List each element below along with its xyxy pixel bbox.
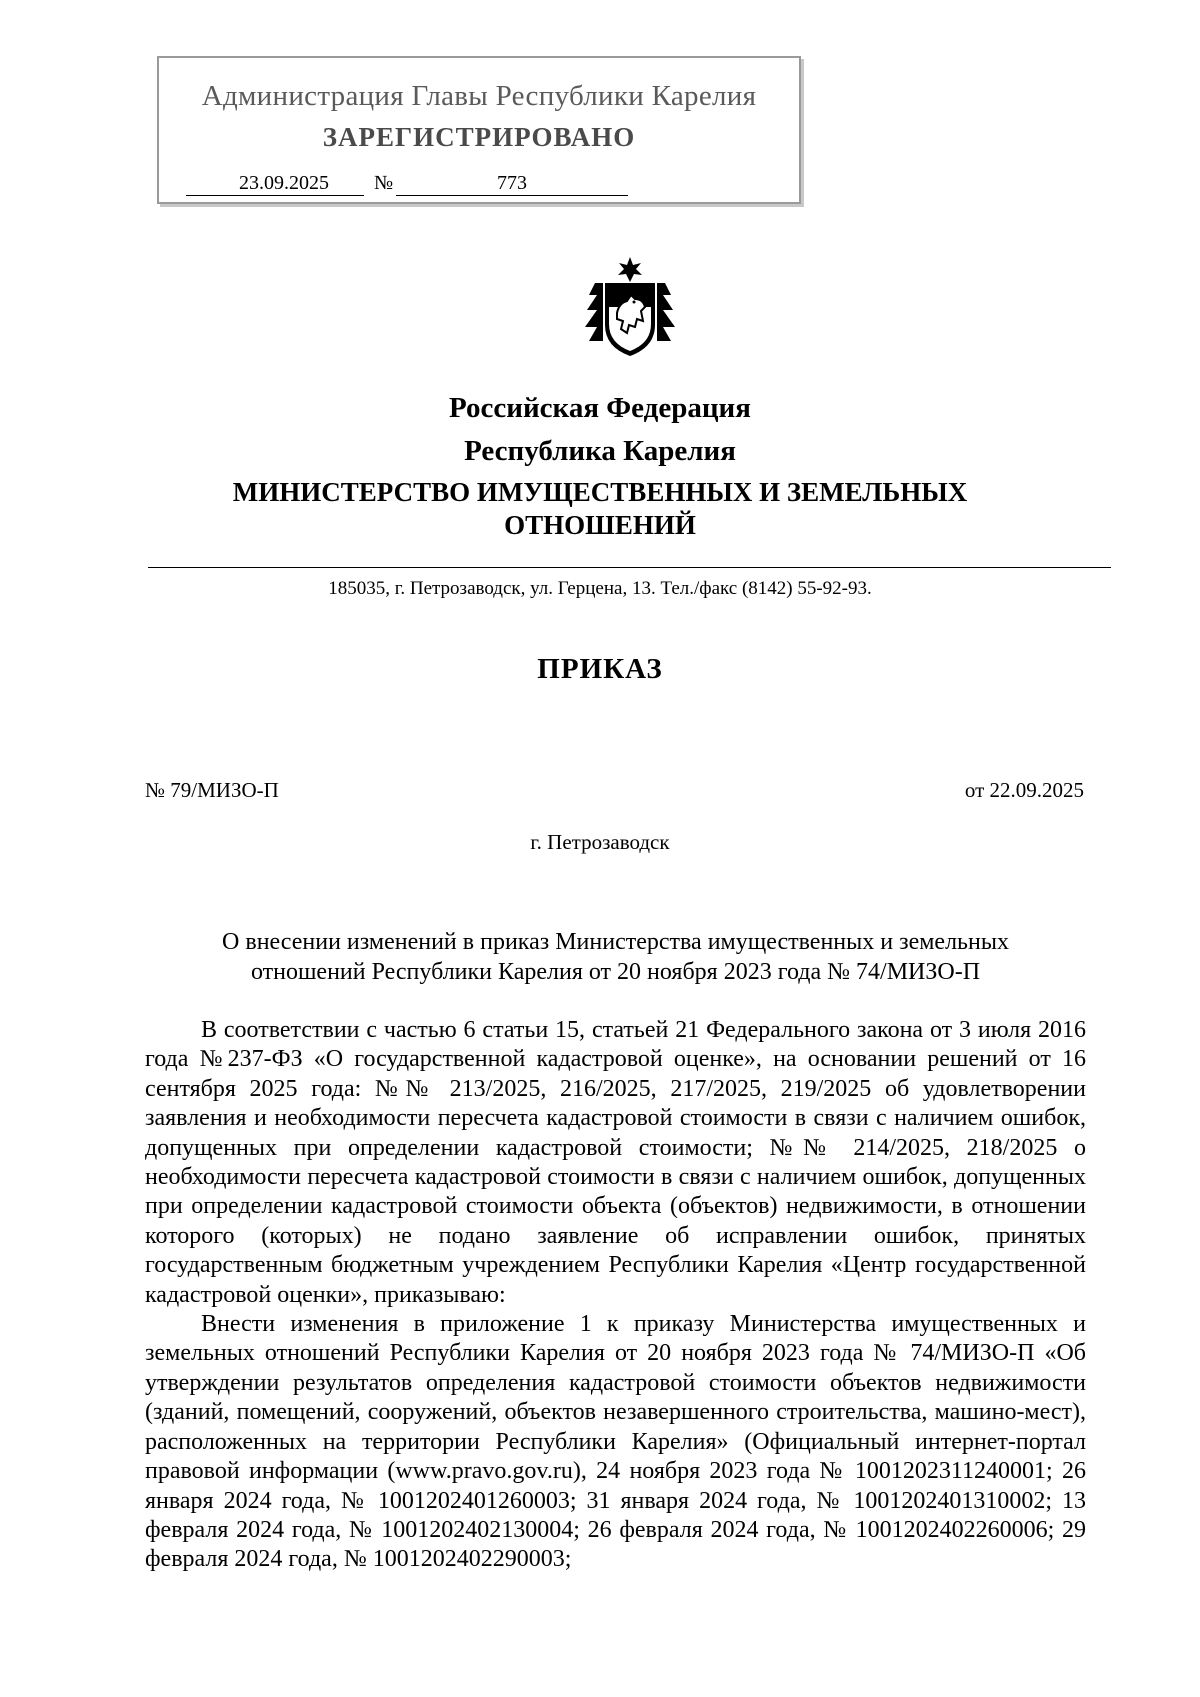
document-title: ПРИКАЗ	[537, 653, 663, 685]
region-heading: Республика Карелия	[464, 435, 736, 467]
stamp-date: 23.09.2025	[186, 172, 364, 196]
stamp-authority: Администрация Главы Республики Карелия	[201, 80, 757, 112]
order-date: от 22.09.2025	[964, 778, 1084, 802]
body-paragraph-2: Внести изменения в приложение 1 к приказу Министерства имущественных и земельных отношений Республики Карелия от 20 ноября 2023 года № 74/МИЗО-П «Об утверждении результатов определения кадастровой стоимости объектов недвижимости (зданий, помещений, сооружений, объектов незавершенного строительства, машино-мест), расположенных на территории Республики Карелия» (Официальный интернет-портал правовой информации (www.pravo.gov.ru), 24 ноября 2023 года № 1001202311240001; 26 января 2024 года, № 1001202401260003; 31 января 2024 года, № 1001202401310002; 13 февраля 2024 года, № 1001202402130004; 26 февраля 2024 года, № 1001202402260006; 29 февраля 2024 года, № 1001202402290003;	[145, 1311, 1086, 1573]
order-subject-line2: отношений Республики Карелия от 20 ноября 2023 года № 74/МИЗО-П	[250, 959, 981, 985]
ministry-heading-line1: МИНИСТЕРСТВО ИМУЩЕСТВЕННЫХ И ЗЕМЕЛЬНЫХ	[232, 477, 968, 507]
order-body	[145, 1016, 1086, 1575]
order-subject	[145, 927, 1086, 987]
ministry-address: 185035, г. Петрозаводск, ул. Герцена, 13. Тел./факс (8142) 55-92-93.	[328, 578, 872, 599]
country-heading: Российская Федерация	[449, 392, 751, 424]
order-number: № 79/МИЗО-П	[145, 778, 279, 802]
body-paragraph-1: В соответствии с частью 6 статьи 15, статьей 21 Федерального закона от 3 июля 2016 года №237-ФЗ «О государственной кадастровой оценке», на основании решений от 16 сентября 2025 года: №№ 213/2025, 216/2025, 217/2025, 219/2025 об удовлетворении заявления и необходимости пересчета кадастровой стоимости в связи с наличием ошибок, допущенных при определении кадастровой стоимости; №№ 214/2025, 218/2025 о необходимости пересчета кадастровой стоимости в связи с наличием ошибок, допущенных при определении кадастровой стоимости объекта (объектов) недвижимости, в отношении которого (которых) не подано заявление об исправлении ошибок, принятых государственным бюджетным учреждением Республики Карелия «Центр государственной кадастровой оценки», приказываю:	[145, 1017, 1086, 1308]
stamp-number-sign: №	[374, 172, 394, 194]
stamp-number: 773	[396, 172, 628, 196]
ministry-heading	[0, 476, 1200, 542]
order-city: г. Петрозаводск	[530, 830, 670, 854]
stamp-status: ЗАРЕГИСТРИРОВАНО	[322, 122, 636, 152]
karelia-coat-of-arms-icon	[585, 255, 675, 360]
registration-stamp	[157, 56, 801, 204]
ministry-heading-line2: ОТНОШЕНИЙ	[504, 510, 696, 540]
order-subject-line1: О внесении изменений в приказ Министерства имущественных и земельных	[222, 929, 1009, 955]
header-divider	[148, 567, 1111, 568]
